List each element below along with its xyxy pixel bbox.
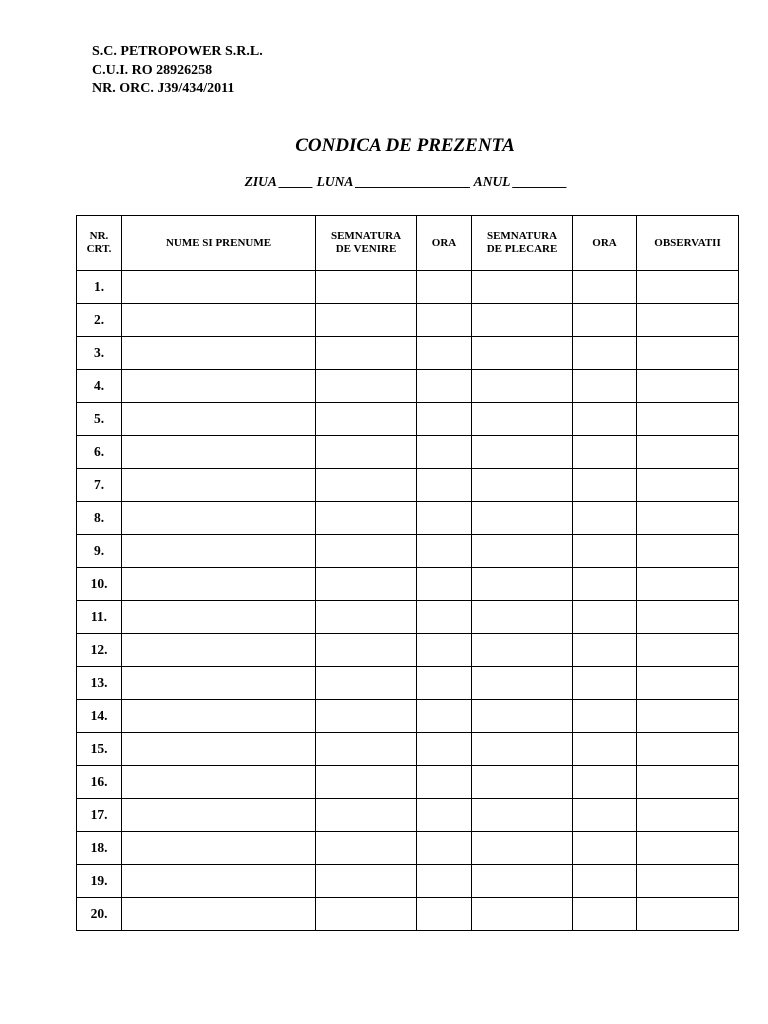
name-cell [122, 634, 316, 667]
signature-arrival-cell [316, 568, 417, 601]
signature-departure-cell [472, 436, 573, 469]
notes-cell [637, 304, 739, 337]
time-arrival-cell [417, 865, 472, 898]
name-cell [122, 865, 316, 898]
signature-departure-cell [472, 799, 573, 832]
signature-departure-cell [472, 865, 573, 898]
notes-cell [637, 403, 739, 436]
name-cell [122, 733, 316, 766]
time-departure-cell [573, 370, 637, 403]
time-departure-cell [573, 700, 637, 733]
notes-cell [637, 370, 739, 403]
table-row [77, 469, 739, 502]
table-row [77, 832, 739, 865]
time-departure-cell [573, 667, 637, 700]
name-cell [122, 271, 316, 304]
time-departure-cell [573, 271, 637, 304]
signature-arrival-cell [316, 832, 417, 865]
signature-arrival-cell [316, 370, 417, 403]
name-cell [122, 568, 316, 601]
time-departure-cell [573, 634, 637, 667]
table-row [77, 568, 739, 601]
signature-departure-cell [472, 502, 573, 535]
time-departure-cell [573, 304, 637, 337]
name-cell [122, 502, 316, 535]
time-departure-cell [573, 898, 637, 931]
table-row [77, 370, 739, 403]
row-number: 16. [77, 766, 122, 799]
signature-arrival-cell [316, 535, 417, 568]
name-cell [122, 469, 316, 502]
time-departure-cell [573, 733, 637, 766]
signature-departure-cell [472, 271, 573, 304]
table-row [77, 700, 739, 733]
row-number: 8. [77, 502, 122, 535]
row-number: 15. [77, 733, 122, 766]
time-departure-cell [573, 799, 637, 832]
signature-arrival-cell [316, 337, 417, 370]
notes-cell [637, 733, 739, 766]
time-arrival-cell [417, 700, 472, 733]
table-row [77, 403, 739, 436]
company-reg-no: NR. ORC. J39/434/2011 [92, 81, 235, 96]
time-arrival-cell [417, 799, 472, 832]
row-number: 10. [77, 568, 122, 601]
name-cell [122, 436, 316, 469]
signature-departure-cell [472, 403, 573, 436]
row-number: 7. [77, 469, 122, 502]
date-line: ZIUA _____ LUNA _________________ ANUL ________ [244, 174, 568, 189]
name-cell [122, 700, 316, 733]
row-number: 14. [77, 700, 122, 733]
time-arrival-cell [417, 832, 472, 865]
notes-cell [637, 601, 739, 634]
header-notes: OBSERVATII [637, 216, 739, 271]
header-signature-arrival: SEMNATURA DE VENIRE [316, 216, 417, 271]
header-time-departure: ORA [573, 216, 637, 271]
signature-arrival-cell [316, 733, 417, 766]
name-cell [122, 766, 316, 799]
time-arrival-cell [417, 436, 472, 469]
table-row [77, 304, 739, 337]
signature-arrival-cell [316, 700, 417, 733]
table-row [77, 502, 739, 535]
row-number: 18. [77, 832, 122, 865]
time-departure-cell [573, 766, 637, 799]
time-arrival-cell [417, 337, 472, 370]
table-row [77, 865, 739, 898]
signature-departure-cell [472, 337, 573, 370]
table-row [77, 667, 739, 700]
signature-departure-cell [472, 469, 573, 502]
row-number: 2. [77, 304, 122, 337]
table-row [77, 436, 739, 469]
time-arrival-cell [417, 766, 472, 799]
signature-departure-cell [472, 733, 573, 766]
signature-arrival-cell [316, 634, 417, 667]
name-cell [122, 337, 316, 370]
signature-departure-cell [472, 898, 573, 931]
notes-cell [637, 832, 739, 865]
time-arrival-cell [417, 568, 472, 601]
time-departure-cell [573, 469, 637, 502]
row-number: 20. [77, 898, 122, 931]
signature-arrival-cell [316, 601, 417, 634]
time-departure-cell [573, 601, 637, 634]
table-row [77, 733, 739, 766]
row-number: 19. [77, 865, 122, 898]
signature-departure-cell [472, 832, 573, 865]
time-departure-cell [573, 436, 637, 469]
signature-departure-cell [472, 304, 573, 337]
name-cell [122, 535, 316, 568]
company-cui: C.U.I. RO 28926258 [92, 62, 213, 78]
row-number: 9. [77, 535, 122, 568]
name-cell [122, 304, 316, 337]
time-arrival-cell [417, 304, 472, 337]
time-arrival-cell [417, 469, 472, 502]
signature-arrival-cell [316, 502, 417, 535]
time-arrival-cell [417, 667, 472, 700]
signature-departure-cell [472, 535, 573, 568]
name-cell [122, 799, 316, 832]
row-number: 11. [77, 601, 122, 634]
name-cell [122, 898, 316, 931]
time-arrival-cell [417, 370, 472, 403]
table-row [77, 766, 739, 799]
table-row [77, 271, 739, 304]
signature-arrival-cell [316, 304, 417, 337]
time-departure-cell [573, 568, 637, 601]
table-row [77, 535, 739, 568]
time-arrival-cell [417, 634, 472, 667]
signature-departure-cell [472, 601, 573, 634]
document-title: CONDICA DE PREZENTA [295, 135, 515, 156]
signature-departure-cell [472, 700, 573, 733]
name-cell [122, 832, 316, 865]
company-name: S.C. PETROPOWER S.R.L. [92, 44, 263, 59]
signature-arrival-cell [316, 436, 417, 469]
table-row [77, 337, 739, 370]
notes-cell [637, 766, 739, 799]
notes-cell [637, 667, 739, 700]
signature-arrival-cell [316, 469, 417, 502]
time-departure-cell [573, 403, 637, 436]
time-arrival-cell [417, 403, 472, 436]
row-number: 17. [77, 799, 122, 832]
attendance-table [76, 215, 739, 931]
notes-cell [637, 271, 739, 304]
name-cell [122, 667, 316, 700]
company-header [92, 43, 263, 99]
signature-arrival-cell [316, 766, 417, 799]
name-cell [122, 370, 316, 403]
signature-arrival-cell [316, 799, 417, 832]
signature-arrival-cell [316, 865, 417, 898]
notes-cell [637, 634, 739, 667]
notes-cell [637, 502, 739, 535]
table-row [77, 799, 739, 832]
header-time-arrival: ORA [417, 216, 472, 271]
signature-departure-cell [472, 634, 573, 667]
table-row [77, 601, 739, 634]
name-cell [122, 403, 316, 436]
time-departure-cell [573, 865, 637, 898]
time-departure-cell [573, 832, 637, 865]
header-signature-departure: SEMNATURA DE PLECARE [472, 216, 573, 271]
notes-cell [637, 898, 739, 931]
signature-arrival-cell [316, 667, 417, 700]
notes-cell [637, 337, 739, 370]
time-arrival-cell [417, 502, 472, 535]
header-row [77, 216, 739, 271]
row-number: 5. [77, 403, 122, 436]
signature-departure-cell [472, 370, 573, 403]
time-departure-cell [573, 502, 637, 535]
row-number: 4. [77, 370, 122, 403]
time-arrival-cell [417, 535, 472, 568]
time-arrival-cell [417, 271, 472, 304]
header-name: NUME SI PRENUME [122, 216, 316, 271]
signature-arrival-cell [316, 403, 417, 436]
notes-cell [637, 469, 739, 502]
header-nr-crt: NR. CRT. [77, 216, 122, 271]
time-arrival-cell [417, 898, 472, 931]
signature-departure-cell [472, 766, 573, 799]
time-departure-cell [573, 337, 637, 370]
signature-departure-cell [472, 568, 573, 601]
notes-cell [637, 568, 739, 601]
row-number: 13. [77, 667, 122, 700]
row-number: 6. [77, 436, 122, 469]
table-row [77, 634, 739, 667]
time-arrival-cell [417, 733, 472, 766]
notes-cell [637, 700, 739, 733]
signature-arrival-cell [316, 898, 417, 931]
signature-departure-cell [472, 667, 573, 700]
row-number: 3. [77, 337, 122, 370]
signature-arrival-cell [316, 271, 417, 304]
notes-cell [637, 436, 739, 469]
time-departure-cell [573, 535, 637, 568]
time-arrival-cell [417, 601, 472, 634]
row-number: 1. [77, 271, 122, 304]
row-number: 12. [77, 634, 122, 667]
name-cell [122, 601, 316, 634]
table-row [77, 898, 739, 931]
notes-cell [637, 799, 739, 832]
notes-cell [637, 865, 739, 898]
notes-cell [637, 535, 739, 568]
